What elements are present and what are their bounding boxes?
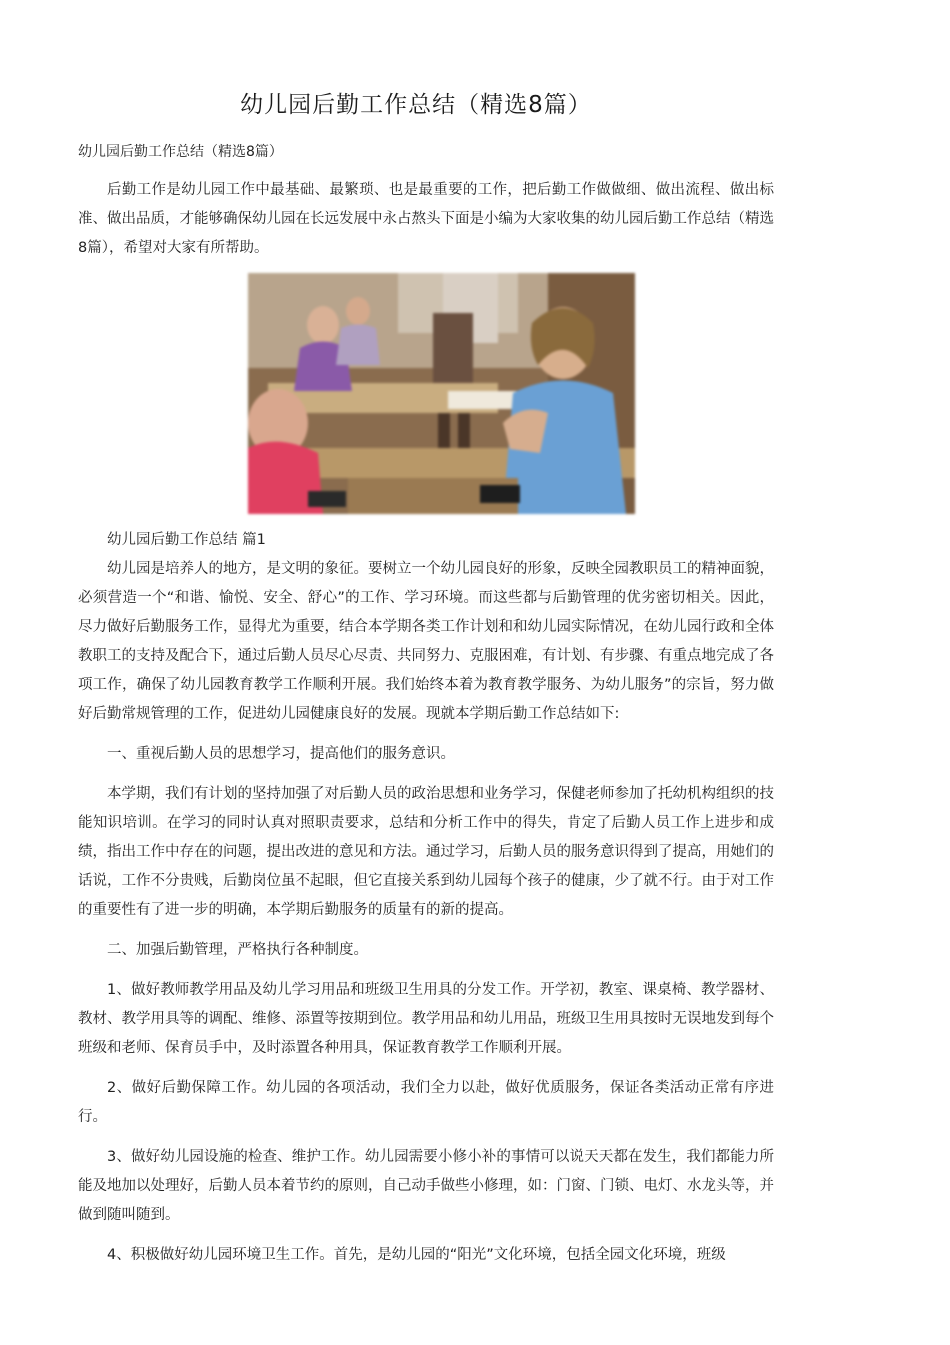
document-subtitle: 幼儿园后勤工作总结（精选8篇） [78,144,283,160]
classroom-photo-image [248,273,635,514]
body-paragraph: 本学期，我们有计划的坚持加强了对后勤人员的政治思想和业务学习，保健老师参加了托幼机构组织的技能知识培训。在学习的同时认真对照职责要求，总结和分析工作中的得失，肯定了后勤人员工作上进步和成绩，指出工作中存在的问题，提出改进的意见和方法。通过学习，后勤人员的服务意识得到了提高，用她们的话说，工作不分贵贱，后勤岗位虽不起眼，但它直接关系到幼儿园每个孩子的健康，少了就不行。由于对工作的重要性有了进一步的明确，本学期后勤服务的质量有的新的提高。 [78,786,774,918]
section-heading: 幼儿园后勤工作总结 篇1 [107,532,266,548]
classroom-photo [248,273,635,514]
page-title: 幼儿园后勤工作总结（精选8篇） [240,92,592,118]
body-paragraph: 幼儿园是培养人的地方，是文明的象征。要树立一个幼儿园良好的形象，反映全园教职员工的精神面貌，必须营造一个“和谐、愉悦、安全、舒心”的工作、学习环境。而这些都与后勤管理的优劣密切相关。因此，尽力做好后勤服务工作，显得尤为重要，结合本学期各类工作计划和和幼儿园实际情况，在幼儿园行政和全体教职工的支持及配合下，通过后勤人员尽心尽责、共同努力、克服困难，有计划、有步骤、有重点地完成了各项工作，确保了幼儿园教育教学工作顺利开展。我们始终本着为教育教学服务、为幼儿服务”的宗旨，努力做好后勤常规管理的工作，促进幼儿园健康良好的发展。现就本学期后勤工作总结如下: [78,561,774,722]
body-paragraph: 2、做好后勤保障工作。幼儿园的各项活动，我们全力以赴，做好优质服务，保证各类活动正常有序进行。 [78,1080,774,1125]
intro-paragraph: 后勤工作是幼儿园工作中最基础、最繁琐、也是最重要的工作，把后勤工作做做细、做出流程、做出标准、做出品质，才能够确保幼儿园在长远发展中永占熬头下面是小编为大家收集的幼儿园后勤工作总结（精选8篇），希望对大家有所帮助。 [78,182,774,256]
body-paragraph: 1、做好教师教学用品及幼儿学习用品和班级卫生用具的分发工作。开学初，教室、课桌椅、教学器材、教材、教学用具等的调配、维修、添置等按期到位。教学用品和幼儿用品，班级卫生用具按时无误地发到每个班级和老师、保育员手中，及时添置各种用具，保证教育教学工作顺利开展。 [78,982,774,1056]
body-paragraph: 4、积极做好幼儿园环境卫生工作。首先，是幼儿园的“阳光”文化环境，包括全园文化环境，班级 [107,1247,726,1263]
subheading-2: 二、加强后勤管理，严格执行各种制度。 [107,942,368,958]
intro-block [78,176,774,263]
body-paragraph: 3、做好幼儿园设施的检查、维护工作。幼儿园需要小修小补的事情可以说天天都在发生，我们都能力所能及地加以处理好，后勤人员本着节约的原则，自己动手做些小修理，如：门窗、门锁、电灯、水龙头等，并做到随叫随到。 [78,1149,774,1223]
section-1 [78,526,774,1270]
subheading-1: 一、重视后勤人员的思想学习，提高他们的服务意识。 [107,746,455,762]
